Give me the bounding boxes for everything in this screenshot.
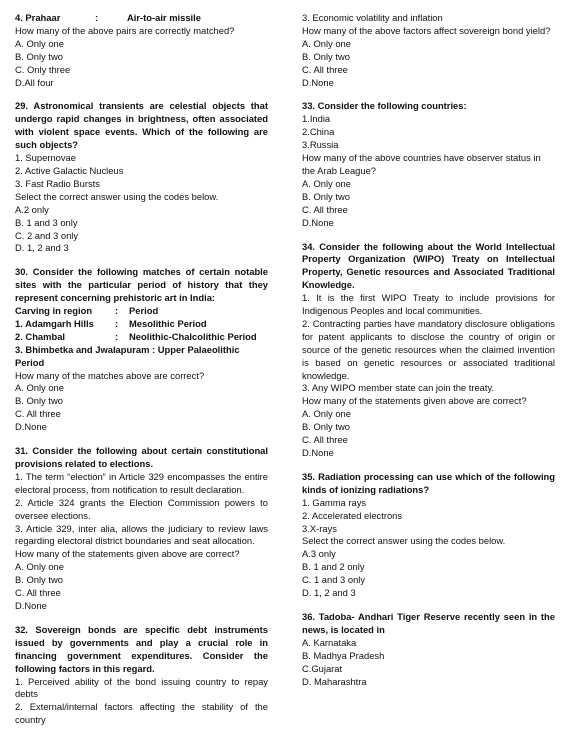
option-d: D. Maharashtra <box>302 675 367 687</box>
pair-row <box>15 12 268 25</box>
option-a: A. Only one <box>15 561 64 573</box>
option-d: D.None <box>15 421 47 433</box>
list-item: 3.Russia <box>302 139 339 151</box>
option-a: A.3 only <box>302 548 336 560</box>
match-separator: : <box>115 317 119 329</box>
option-d: D.None <box>15 599 47 611</box>
option-b: B. Only two <box>15 395 63 407</box>
question-30 <box>15 266 268 434</box>
option-b: B. 1 and 3 only <box>15 216 78 228</box>
option-d: D.None <box>302 216 334 228</box>
question-4-tail <box>15 12 268 89</box>
statement-item: 2. Article 324 grants the Election Commission powers to oversee elections. <box>15 496 268 521</box>
option-d: D. 1, 2 and 3 <box>15 242 69 254</box>
statement-item: 1. It is the first WIPO Treaty to include provisions for Indigenous Peoples and local communities. <box>302 292 555 317</box>
match-row <box>15 331 268 344</box>
option-d: D. 1, 2 and 3 <box>302 587 356 599</box>
question-stem: How many of the above factors affect sovereign bond yield? <box>302 24 551 36</box>
option-d: D.All four <box>15 76 54 88</box>
match-col-period: Neolithic-Chalcolithic Period <box>129 330 257 342</box>
option-c: C. All three <box>302 63 348 75</box>
question-stem: Select the correct answer using the codes below. <box>15 190 219 202</box>
option-c: C. All three <box>15 587 61 599</box>
option-d: D.None <box>302 447 334 458</box>
match-separator: : <box>115 305 119 317</box>
question-heading: 33. Consider the following countries: <box>302 100 467 112</box>
match-col-period: Period <box>129 305 159 317</box>
option-c: C. 1 and 3 only <box>302 574 366 586</box>
match-header-row <box>15 305 268 318</box>
option-b: B. Only two <box>302 421 350 433</box>
statement-item: 3. Article 329, inter alia, allows the judiciary to review laws regarding electoral district boundaries and seat allocation. <box>15 522 268 547</box>
match-col-site: Carving in region <box>15 305 93 317</box>
question-32 <box>15 624 268 727</box>
right-column <box>302 12 555 688</box>
pair-term: 4. Prahaar <box>15 12 61 23</box>
pair-value: Air-to-air missile <box>127 12 201 23</box>
list-item: 1. Gamma rays <box>302 496 367 508</box>
question-heading: 34. Consider the following about the World Intellectual Property Organization (WIPO) Treaty on Intellectual Property, Genetic resources and Associated Traditional Knowledge. <box>302 240 555 291</box>
question-stem: Select the correct answer using the codes below. <box>302 535 506 547</box>
option-d: D.None <box>302 76 334 88</box>
option-b: B. Only two <box>15 50 63 62</box>
question-heading: 30. Consider the following matches of certain notable sites with the particular period of history that they represent concerning prehistoric art in India: <box>15 266 268 304</box>
question-31 <box>15 445 268 613</box>
option-b: B. Only two <box>302 190 350 202</box>
question-stem: How many of the statements given above are correct? <box>302 395 527 407</box>
option-c: C. 2 and 3 only <box>15 229 79 241</box>
question-stem: How many of the statements given above are correct? <box>15 548 240 560</box>
option-c: C. All three <box>302 434 348 446</box>
option-a: A. Only one <box>15 382 64 394</box>
option-a: A. Only one <box>302 37 351 49</box>
match-col-site: 2. Chambal <box>15 330 66 342</box>
option-b: B. Only two <box>302 50 350 62</box>
question-35 <box>302 471 555 600</box>
factor-item: 3. Economic volatility and inflation <box>302 12 443 23</box>
question-36 <box>302 611 555 688</box>
list-item: 3. Fast Radio Bursts <box>15 177 100 189</box>
list-item: 2. Accelerated electrons <box>302 509 403 521</box>
option-a: A. Only one <box>302 408 351 420</box>
factor-item: 1. Perceived ability of the bond issuing country to repay debts <box>15 675 268 700</box>
list-item: 3.X-rays <box>302 522 337 534</box>
option-c: C. All three <box>15 408 61 420</box>
question-29 <box>15 100 268 255</box>
match-row <box>15 318 268 331</box>
option-b: B. 1 and 2 only <box>302 561 365 573</box>
match-separator: : <box>115 330 119 342</box>
list-item: 2. Active Galactic Nucleus <box>15 164 124 176</box>
option-a: A. Only one <box>15 37 64 49</box>
list-item: 2.China <box>302 126 335 138</box>
option-a: A. Karnataka <box>302 636 357 648</box>
option-c: C. All three <box>302 203 348 215</box>
question-33 <box>302 100 555 229</box>
statement-item: 3. Any WIPO member state can join the treaty. <box>302 382 495 394</box>
option-c: C.Gujarat <box>302 662 343 674</box>
match-row: 3. Bhimbetka and Jwalapuram : Upper Palaeolithic Period <box>15 343 240 368</box>
option-b: B. Madhya Pradesh <box>302 649 385 661</box>
question-heading: 29. Astronomical transients are celestial objects that undergo rapid changes in brightness, often associated with violent space events. Which of the following are such objects? <box>15 100 268 151</box>
question-stem: How many of the above countries have observer status in the Arab League? <box>302 152 541 176</box>
question-heading: 32. Sovereign bonds are specific debt instruments issued by governments and play a crucial role in financing government expenditures. Consider the following factors in this regard. <box>15 623 268 674</box>
pair-separator: : <box>95 12 99 23</box>
option-a: A.2 only <box>15 203 49 215</box>
question-34 <box>302 241 555 460</box>
match-col-site: 1. Adamgarh Hills <box>15 317 94 329</box>
question-heading: 35. Radiation processing can use which of the following kinds of ionizing radiations? <box>302 470 555 495</box>
statement-item: 1. The term “election” in Article 329 encompasses the entire electoral process, from notification to result declaration. <box>15 470 268 495</box>
question-heading: 36. Tadoba- Andhari Tiger Reserve recently seen in the news, is located in <box>302 610 555 635</box>
question-stem: How many of the above pairs are correctly matched? <box>15 24 235 36</box>
question-heading: 31. Consider the following about certain constitutional provisions related to elections. <box>15 445 268 469</box>
question-stem: How many of the matches above are correct? <box>15 369 205 381</box>
option-a: A. Only one <box>302 177 351 189</box>
left-column <box>15 12 268 727</box>
match-col-period: Mesolithic Period <box>129 317 207 329</box>
list-item: 1. Supernovae <box>15 152 76 164</box>
statement-item: 2. Contracting parties have mandatory disclosure obligations for patent applicants to disclose the country of origin or source of the genetic resources when the claimed invention is based on genetic resources or associated traditional knowledge. <box>302 317 555 381</box>
option-b: B. Only two <box>15 574 63 586</box>
list-item: 1.India <box>302 113 331 125</box>
question-32-continued <box>302 12 555 89</box>
factor-item: 2. External/internal factors affecting the stability of the country <box>15 701 268 726</box>
option-c: C. Only three <box>15 63 71 75</box>
